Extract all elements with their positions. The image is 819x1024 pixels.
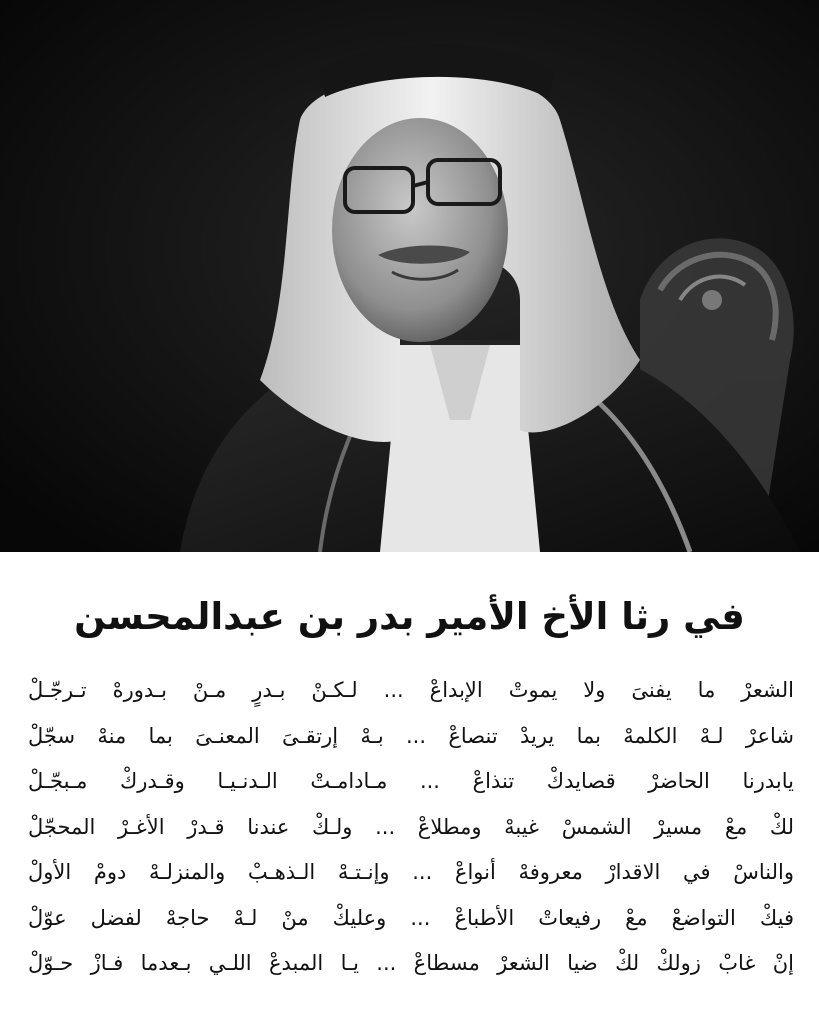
verse-line: يابدرنا الحاضرْ قصايدكْ تنذاعْ ... مـادامـتْ الـدنـيـا وقـدركْ مـبجّـلْ	[28, 769, 794, 793]
verse-line: والناسْ في الاقدارْ معروفهْ أنواعْ ... وإنـتـهْ الـذهـبْ والمنزلـهْ دومْ الأولْ	[28, 860, 794, 884]
verse-line: الشعرْ ما يفنىَ ولا يموتْ الإبداعْ ... لـكـنْ بـدرٍ مـنْ بـدورهْ تـرجّـلْ	[28, 678, 794, 702]
verse-line: فيكْ التواضعْ معْ رفيعاتْ الأطباعْ ... وعليكْ منْ لـهْ حاجهْ لفضل عوّلْ	[28, 905, 794, 930]
poem-title: في رثا الأخ الأمير بدر بن عبدالمحسن	[74, 595, 745, 638]
verse-line: إنْ غابْ زولكْ لكْ ضيا الشعرْ مسطاعْ ... يـا المبدعْ اللـي بـعدما فـازْ حـوّلْ	[28, 951, 794, 975]
verse-line: شاعرْ لـهْ الكلمهْ بما يريدْ تنصاعْ ... بـهْ إرتقـىَ المعنـىَ بما منهْ سجّلْ	[28, 723, 794, 748]
verse-line: لكْ معْ مسيرْ الشمسْ غيبهْ ومطلاعْ ... ولـكْ عندنا قـدرْ الأغـرْ المحجّلْ	[28, 814, 794, 839]
poem-verses	[28, 668, 794, 987]
